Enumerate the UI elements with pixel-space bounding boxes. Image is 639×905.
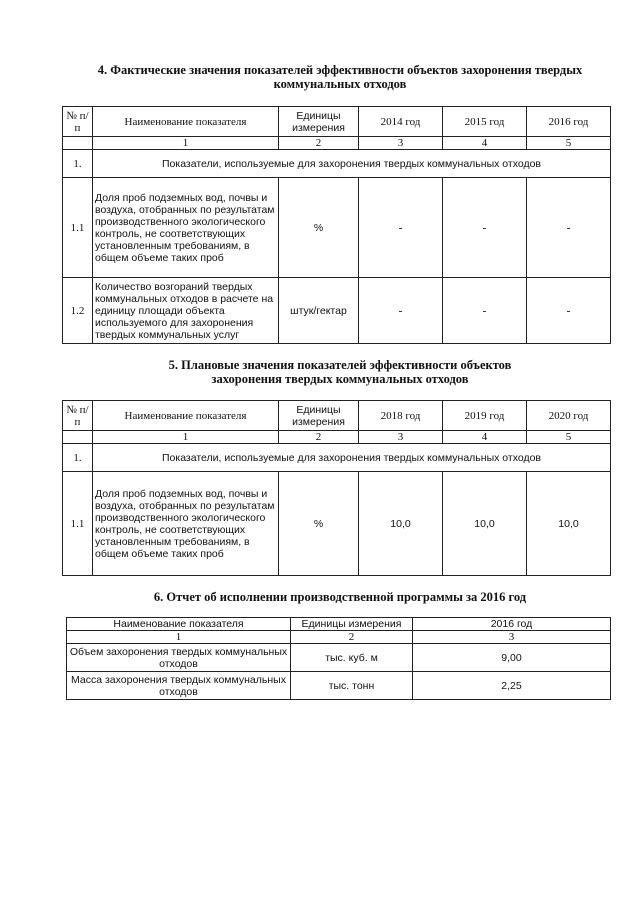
section4-title — [60, 63, 620, 91]
row-num: 1.1 — [63, 178, 93, 278]
section4-table — [62, 106, 611, 344]
row-name: Доля проб подземных вод, почвы и воздуха, отобранных по результатам производственного экологического контроль, не соответствующих установленным требованиям, в общем объеме таких проб — [93, 178, 279, 278]
section5-group-row — [63, 444, 611, 472]
header-name: Наименование показателя — [93, 401, 279, 431]
row-value-3: 10,0 — [527, 472, 611, 576]
row-name: Доля проб подземных вод, почвы и воздуха, отобранных по результатам производственного экологического контроль, не соответствующих установленным требованиям, в общем объеме таких проб — [93, 472, 279, 576]
row-num: 1.2 — [63, 278, 93, 344]
section5-title-line2: захоронения твердых коммунальных отходов — [211, 372, 469, 386]
row-unit: тыс. тонн — [291, 672, 413, 700]
section6-table — [66, 617, 611, 700]
colnum-blank — [63, 137, 93, 150]
header-num: № п/п — [63, 107, 93, 137]
header-year-3: 2016 год — [527, 107, 611, 137]
header-name: Наименование показателя — [93, 107, 279, 137]
section6-title — [60, 590, 620, 604]
row-unit: штук/гектар — [279, 278, 359, 344]
colnum-1: 1 — [67, 631, 291, 644]
table-row — [63, 178, 611, 278]
section4-colnum-row — [63, 137, 611, 150]
header-unit: Единицы измерения — [279, 401, 359, 431]
row-value-2: 10,0 — [443, 472, 527, 576]
section5-header-row — [63, 401, 611, 431]
row-value: 2,25 — [413, 672, 611, 700]
colnum-5: 5 — [527, 137, 611, 150]
colnum-2: 2 — [279, 431, 359, 444]
section4-group-row — [63, 150, 611, 178]
colnum-5: 5 — [527, 431, 611, 444]
colnum-3: 3 — [359, 137, 443, 150]
group-num: 1. — [63, 444, 93, 472]
section5-title — [60, 358, 620, 386]
row-value-1: - — [359, 178, 443, 278]
row-value: 9,00 — [413, 644, 611, 672]
group-text: Показатели, используемые для захоронения твердых коммунальных отходов — [93, 150, 611, 178]
row-value-1: 10,0 — [359, 472, 443, 576]
colnum-2: 2 — [279, 137, 359, 150]
row-value-3: - — [527, 278, 611, 344]
header-unit: Единицы измерения — [279, 107, 359, 137]
row-value-1: - — [359, 278, 443, 344]
row-value-2: - — [443, 178, 527, 278]
row-name: Количество возгораний твердых коммунальных отходов в расчете на единицу площади объекта используемого для захоронения твердых коммунальных услуг — [93, 278, 279, 344]
colnum-blank — [63, 431, 93, 444]
section6-title-line: 6. Отчет об исполнении производственной программы за 2016 год — [153, 590, 527, 604]
section4-title-line2: коммунальных отходов — [273, 77, 407, 91]
row-num: 1.1 — [63, 472, 93, 576]
section6-colnum-row — [67, 631, 611, 644]
colnum-1: 1 — [93, 431, 279, 444]
colnum-4: 4 — [443, 431, 527, 444]
group-num: 1. — [63, 150, 93, 178]
group-text: Показатели, используемые для захоронения твердых коммунальных отходов — [93, 444, 611, 472]
header-year-1: 2018 год — [359, 401, 443, 431]
table-row — [63, 278, 611, 344]
header-year-1: 2014 год — [359, 107, 443, 137]
header-year-2: 2019 год — [443, 401, 527, 431]
header-year: 2016 год — [413, 618, 611, 631]
header-num: № п/п — [63, 401, 93, 431]
header-year-3: 2020 год — [527, 401, 611, 431]
row-unit: % — [279, 178, 359, 278]
colnum-1: 1 — [93, 137, 279, 150]
row-value-3: - — [527, 178, 611, 278]
header-name: Наименование показателя — [67, 618, 291, 631]
table-row — [67, 644, 611, 672]
table-row — [67, 672, 611, 700]
row-unit: тыс. куб. м — [291, 644, 413, 672]
row-value-2: - — [443, 278, 527, 344]
row-name: Объем захоронения твердых коммунальных отходов — [67, 644, 291, 672]
colnum-4: 4 — [443, 137, 527, 150]
section6-header-row — [67, 618, 611, 631]
row-name: Масса захоронения твердых коммунальных отходов — [67, 672, 291, 700]
colnum-2: 2 — [291, 631, 413, 644]
section5-table — [62, 400, 611, 576]
section4-header-row — [63, 107, 611, 137]
header-year-2: 2015 год — [443, 107, 527, 137]
section5-colnum-row — [63, 431, 611, 444]
section4-title-line1: 4. Фактические значения показателей эффективности объектов захоронения твердых — [97, 63, 583, 77]
colnum-3: 3 — [359, 431, 443, 444]
section5-title-line1: 5. Плановые значения показателей эффективности объектов — [168, 358, 512, 372]
row-unit: % — [279, 472, 359, 576]
header-unit: Единицы измерения — [291, 618, 413, 631]
colnum-3: 3 — [413, 631, 611, 644]
table-row — [63, 472, 611, 576]
